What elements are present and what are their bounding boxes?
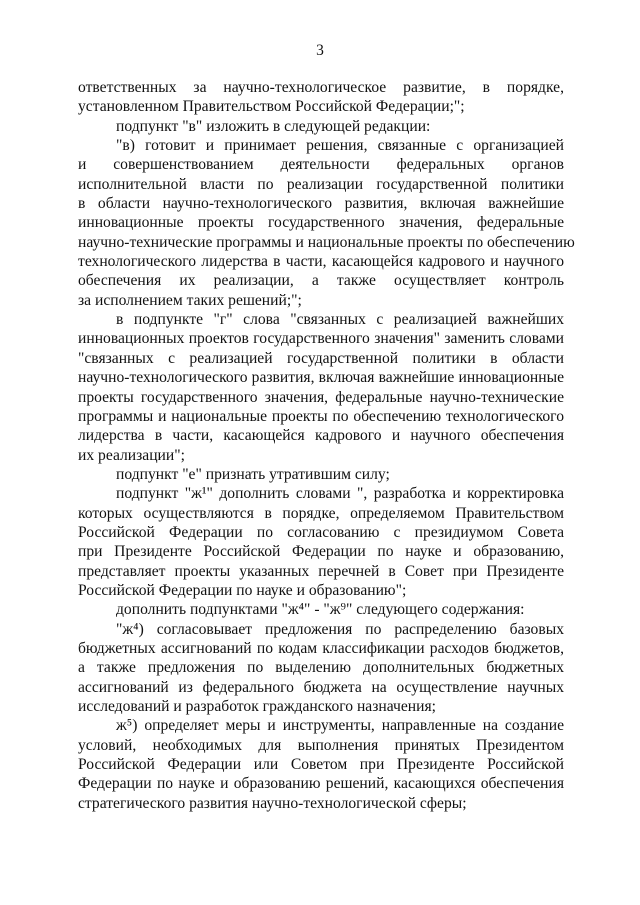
- text-line: установленном Правительством Российской Федерации;";: [78, 98, 465, 116]
- text-line: Российской Федерации по науке и образованию";: [78, 581, 407, 599]
- text-line: проекты государственного значения, федеральные научно-технические: [78, 388, 564, 406]
- text-line: их реализации";: [78, 446, 185, 464]
- text-line: инновационные проекты государственного значения, федеральные: [78, 214, 564, 232]
- text-line: условий, необходимых для выполнения принятых Президентом: [78, 736, 564, 754]
- text-line: в области научно-технологического развития, включая важнейшие: [78, 195, 564, 213]
- text-line: представляет проекты указанных перечней в Совет при Президенте: [78, 562, 564, 580]
- text-line: Российской Федерации или Советом при Президенте Российской: [78, 756, 564, 774]
- text-line: дополнить подпунктами "ж⁴" - "ж⁹" следующего содержания:: [116, 601, 525, 619]
- text-line: за исполнением таких решений;";: [78, 291, 302, 309]
- text-line: которых осуществляются в порядке, определяемом Правительством: [78, 504, 564, 522]
- text-line: обеспечения их реализации, а также осуществляет контроль: [78, 272, 564, 290]
- paragraph: [78, 310, 564, 465]
- text-line: научно-технологического развития, включая важнейшие инновационные: [78, 369, 564, 387]
- paragraph: [78, 484, 564, 600]
- text-line: инновационных проектов государственного значения" заменить словами: [78, 330, 564, 348]
- text-line: программы и национальные проекты по обеспечению технологического: [78, 407, 564, 425]
- text-line: технологического лидерства в части, касающейся кадрового и научного: [78, 253, 564, 271]
- text-line: "ж⁴) согласовывает предложения по распределению базовых: [116, 620, 564, 638]
- text-line: "в) готовит и принимает решения, связанные с организацией: [116, 137, 564, 155]
- text-line: лидерства в части, касающейся кадрового и научного обеспечения: [78, 427, 564, 445]
- paragraph: [78, 465, 564, 484]
- text-line: исследований и разработок гражданского назначения;: [78, 698, 436, 715]
- text-line: в подпункте "г" слова "связанных с реализацией важнейших: [116, 311, 564, 329]
- paragraph: [78, 78, 564, 117]
- text-line: а также предложения по выделению дополнительных бюджетных: [78, 659, 564, 677]
- text-line: "связанных с реализацией государственной политики в области: [78, 349, 564, 367]
- text-line: Российской Федерации по согласованию с президиумом Совета: [78, 523, 564, 541]
- page-number: 3: [316, 42, 324, 59]
- text-line: ассигнований из федерального бюджета на осуществление научных: [78, 678, 564, 696]
- text-line: при Президенте Российской Федерации по науке и образованию,: [78, 543, 564, 561]
- text-line: исполнительной власти по реализации государственной политики: [78, 175, 564, 193]
- text-line: научно-технические программы и национальные проекты по обеспечению: [78, 233, 575, 251]
- document-body: [78, 78, 575, 813]
- text-line: бюджетных ассигнований по кодам классификации расходов бюджетов,: [78, 639, 564, 657]
- text-line: подпункт "в" изложить в следующей редакции:: [116, 117, 431, 135]
- text-line: и совершенствованием деятельности федеральных органов: [78, 156, 564, 174]
- text-line: Федерации по науке и образованию решений, касающихся обеспечения: [78, 775, 564, 793]
- text-line: ж⁵) определяет меры и инструменты, направленные на создание: [116, 717, 564, 735]
- text-line: ответственных за научно-технологическое развитие, в порядке,: [78, 79, 564, 96]
- paragraph: [78, 620, 564, 717]
- paragraph: [78, 716, 564, 813]
- text-line: стратегического развития научно-технологической сферы;: [78, 794, 467, 812]
- text-line: подпункт "е" признать утратившим силу;: [116, 465, 390, 483]
- paragraph: [78, 117, 564, 136]
- paragraph: [78, 136, 575, 310]
- paragraph: [78, 600, 564, 619]
- text-line: подпункт "ж¹" дополнить словами ", разработка и корректировка: [116, 485, 564, 503]
